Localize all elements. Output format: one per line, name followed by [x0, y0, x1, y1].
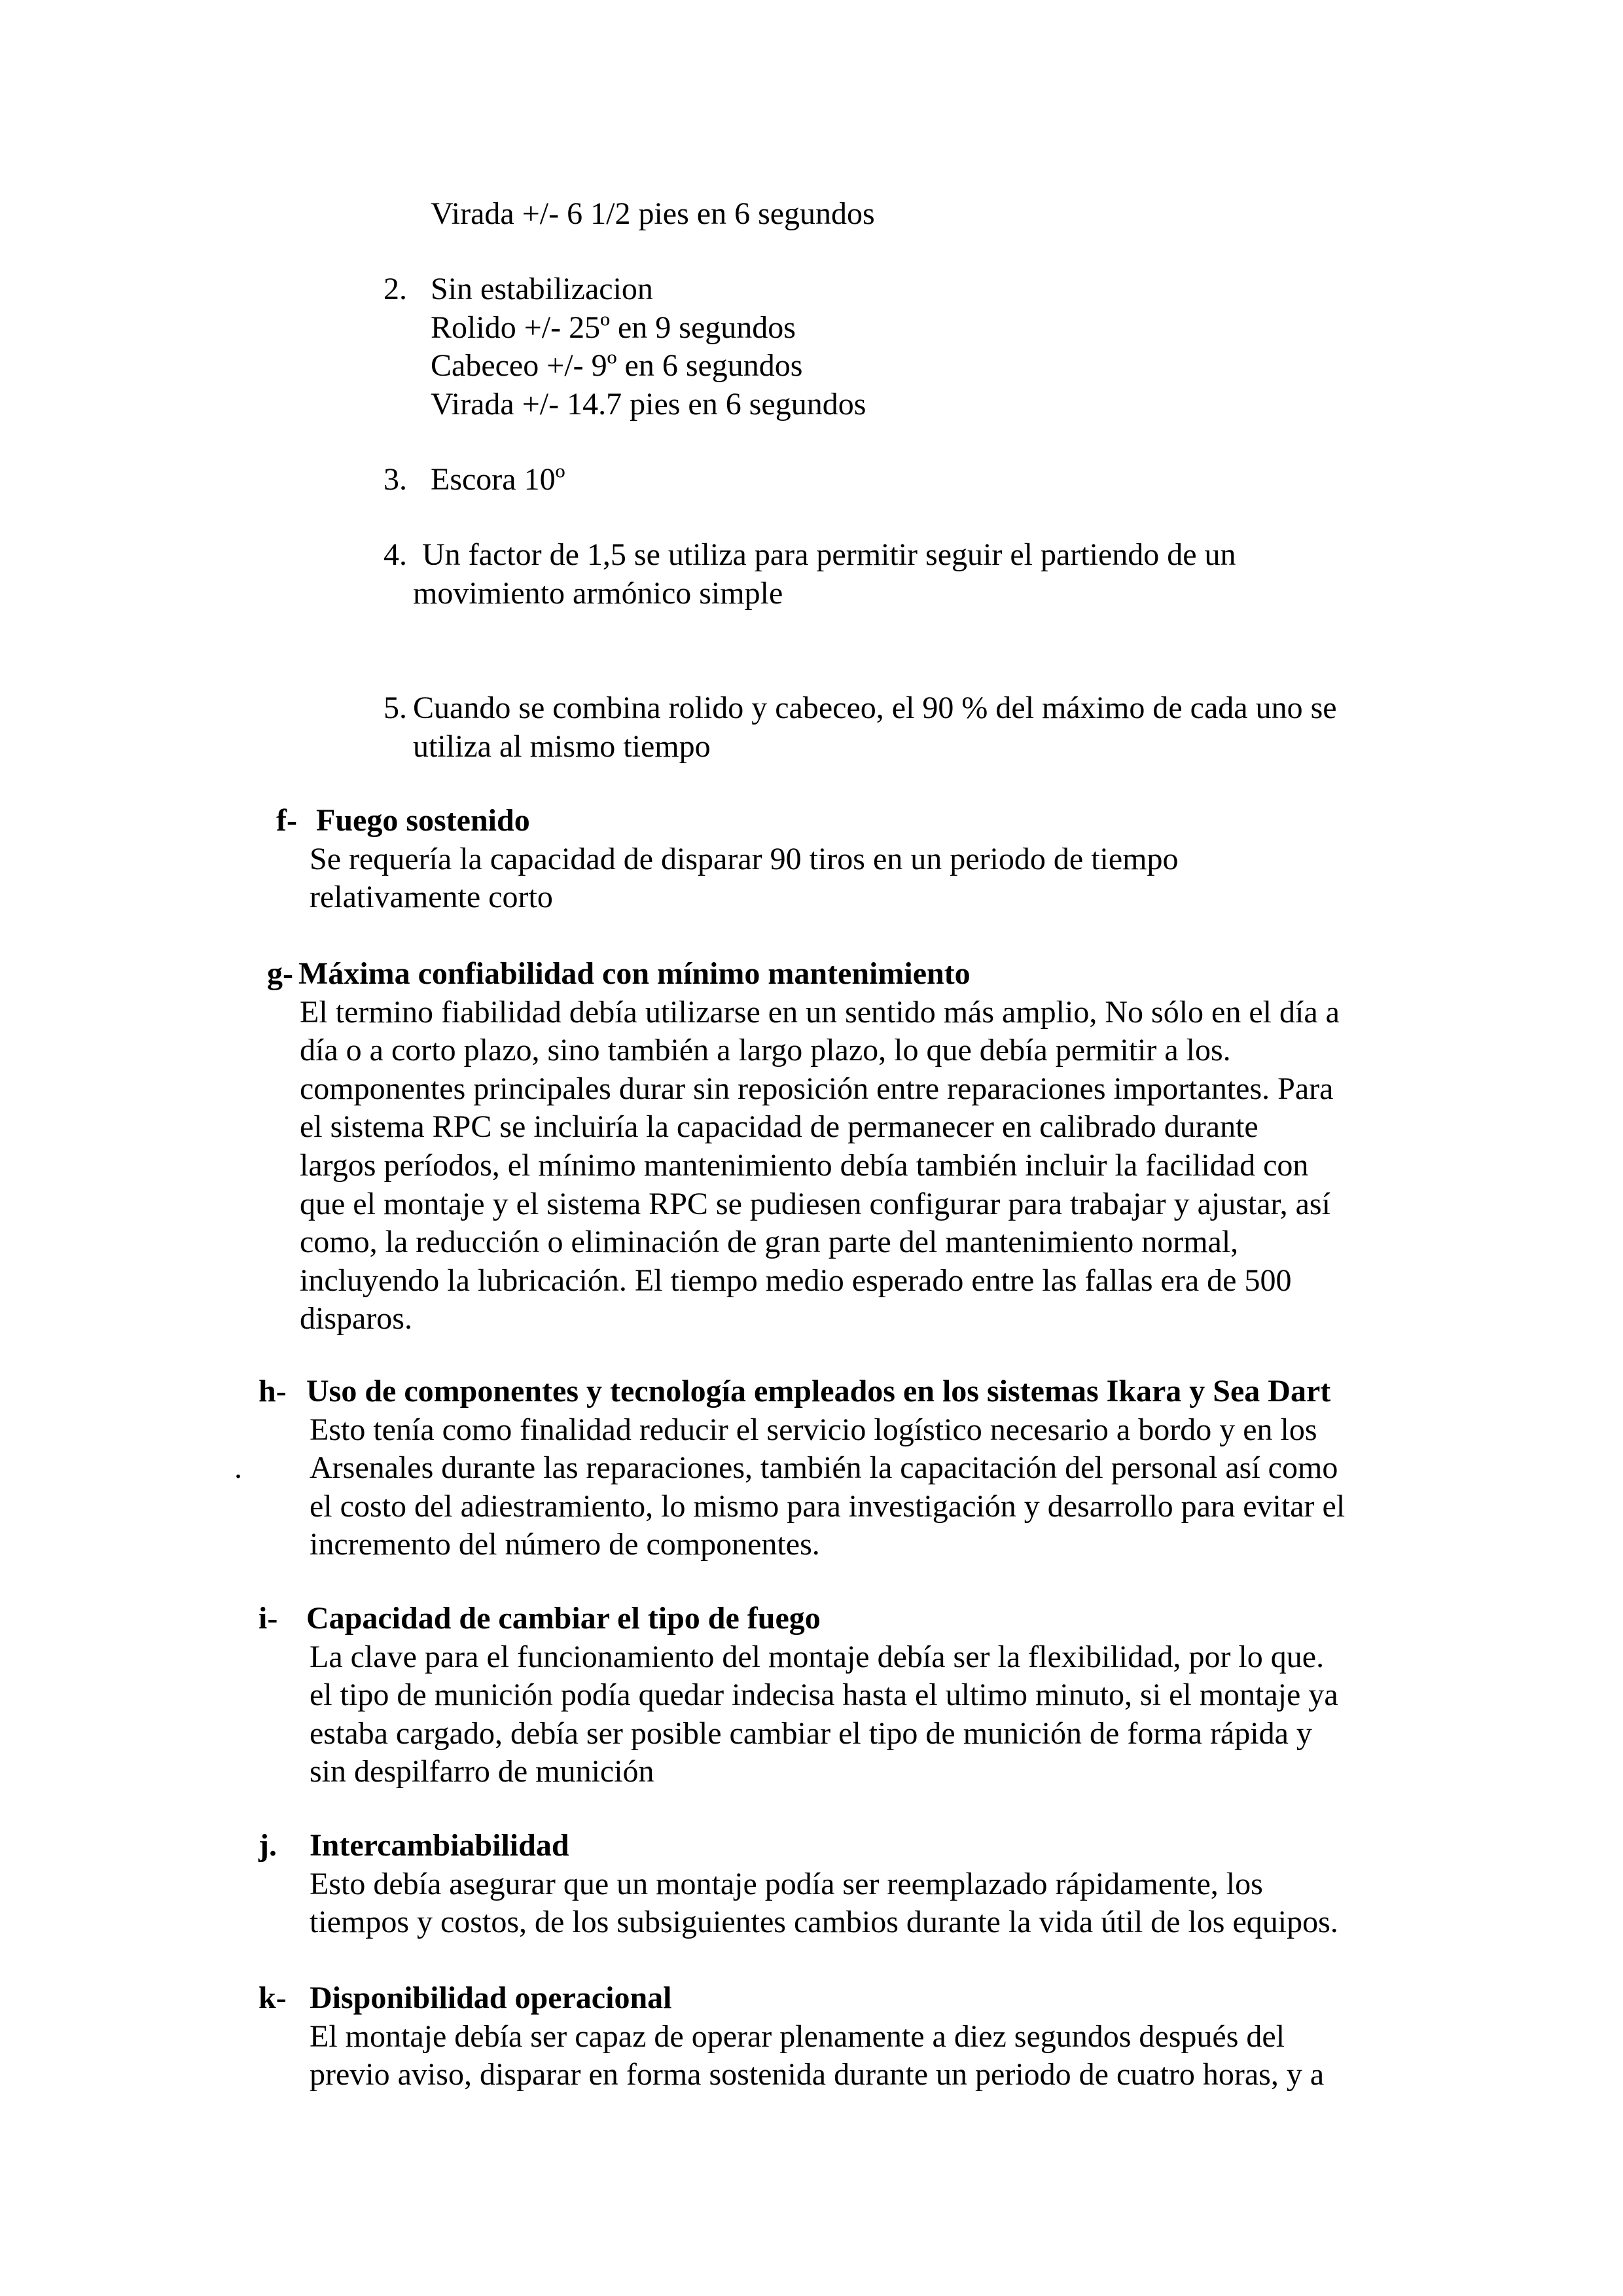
section-heading: Disponibilidad operacional	[310, 1981, 672, 2015]
text-line: componentes principales durar sin reposición entre reparaciones importantes. Para	[300, 1071, 1334, 1106]
text-line: estaba cargado, debía ser posible cambiar el tipo de munición de forma rápida y	[310, 1715, 1312, 1751]
list-item-5	[413, 689, 1337, 766]
section-i	[306, 1600, 1338, 1791]
text-line: que el montaje y el sistema RPC se pudiesen configurar para trabajar y ajustar, así	[300, 1186, 1330, 1221]
text-line: incluyendo la lubricación. El tiempo medio esperado entre las fallas era de 500	[300, 1263, 1292, 1298]
text-line: Un factor de 1,5 se utiliza para permitir seguir el partiendo de un	[422, 537, 1236, 572]
text-line: Esto debía asegurar que un montaje podía ser reemplazado rápidamente, los	[310, 1866, 1263, 1901]
list-number: 4.	[383, 537, 407, 572]
text-line: Rolido +/- 25º en 9 segundos	[431, 310, 796, 345]
text-line: Se requería la capacidad de disparar 90 tiros en un periodo de tiempo	[310, 841, 1179, 876]
section-h	[306, 1372, 1345, 1564]
list-number: 2.	[383, 272, 407, 306]
section-heading: Capacidad de cambiar el tipo de fuego	[306, 1601, 821, 1636]
text-line: utiliza al mismo tiempo	[413, 728, 711, 764]
section-j	[310, 1827, 1338, 1942]
text-line: previo aviso, disparar en forma sostenida durante un periodo de cuatro horas, y a	[310, 2057, 1325, 2092]
section-g	[300, 955, 1340, 1338]
text-line: Sin estabilizacion	[431, 272, 653, 306]
section-label-g: g-	[267, 956, 293, 991]
section-label-i: i-	[259, 1601, 278, 1636]
list-number: 5.	[383, 691, 407, 725]
list-item-3	[431, 461, 565, 499]
section-label-k: k-	[259, 1981, 287, 2015]
stray-dot: .	[234, 1450, 242, 1485]
section-heading: Máxima confiabilidad con mínimo mantenimiento	[298, 956, 971, 991]
list-item-2	[431, 270, 866, 423]
text-line: movimiento armónico simple	[413, 575, 783, 611]
text-line: largos períodos, el mínimo mantenimiento debía también incluir la facilidad con	[300, 1147, 1309, 1183]
text-line: disparos.	[300, 1301, 412, 1336]
list-item-1-tail	[431, 195, 875, 234]
text-line: incremento del número de componentes.	[310, 1527, 820, 1562]
text-line: Arsenales durante las reparaciones, también la capacitación del personal así como	[310, 1450, 1338, 1486]
text-line: El montaje debía ser capaz de operar plenamente a diez segundos después del	[310, 2018, 1285, 2054]
text-line: relativamente corto	[310, 880, 553, 915]
text-line: día o a corto plazo, sino también a largo plazo, lo que debía permitir a los.	[300, 1033, 1231, 1068]
section-label-j: j.	[259, 1828, 277, 1863]
text-line: Virada +/- 6 1/2 pies en 6 segundos	[431, 196, 875, 231]
text-line: Virada +/- 14.7 pies en 6 segundos	[431, 386, 866, 422]
section-label-h: h-	[259, 1374, 287, 1408]
text-line: Escora 10º	[431, 462, 565, 497]
text-line: el costo del adiestramiento, lo mismo para investigación y desarrollo para evitar el	[310, 1488, 1346, 1524]
text-line: tiempos y costos, de los subsiguientes cambios durante la vida útil de los equipos.	[310, 1905, 1338, 1940]
text-line: Esto tenía como finalidad reducir el servicio logístico necesario a bordo y en los	[310, 1412, 1317, 1447]
text-line: La clave para el funcionamiento del montaje debía ser la flexibilidad, por lo que.	[310, 1639, 1325, 1674]
text-line: el sistema RPC se incluiría la capacidad de permanecer en calibrado durante	[300, 1109, 1258, 1145]
text-line: como, la reducción o eliminación de gran parte del mantenimiento normal,	[300, 1225, 1239, 1260]
text-line: Cuando se combina rolido y cabeceo, el 90 % del máximo de cada uno se	[413, 691, 1337, 725]
list-number: 3.	[383, 462, 407, 497]
section-label-f: f-	[276, 803, 297, 838]
section-heading: Uso de componentes y tecnología empleados en los sistemas Ikara y Sea Dart	[306, 1374, 1331, 1408]
section-heading: Intercambiabilidad	[310, 1828, 569, 1863]
text-line: El termino fiabilidad debía utilizarse en un sentido más amplio, No sólo en el día a	[300, 994, 1340, 1030]
text-line: sin despilfarro de munición	[310, 1754, 654, 1789]
text-line: el tipo de munición podía quedar indecisa hasta el ultimo minuto, si el montaje ya	[310, 1677, 1338, 1713]
section-f	[310, 802, 1179, 917]
list-item-4	[413, 536, 1236, 613]
text-line: Cabeceo +/- 9º en 6 segundos	[431, 348, 803, 384]
section-heading: Fuego sostenido	[316, 803, 530, 838]
section-k	[310, 1979, 1324, 2094]
